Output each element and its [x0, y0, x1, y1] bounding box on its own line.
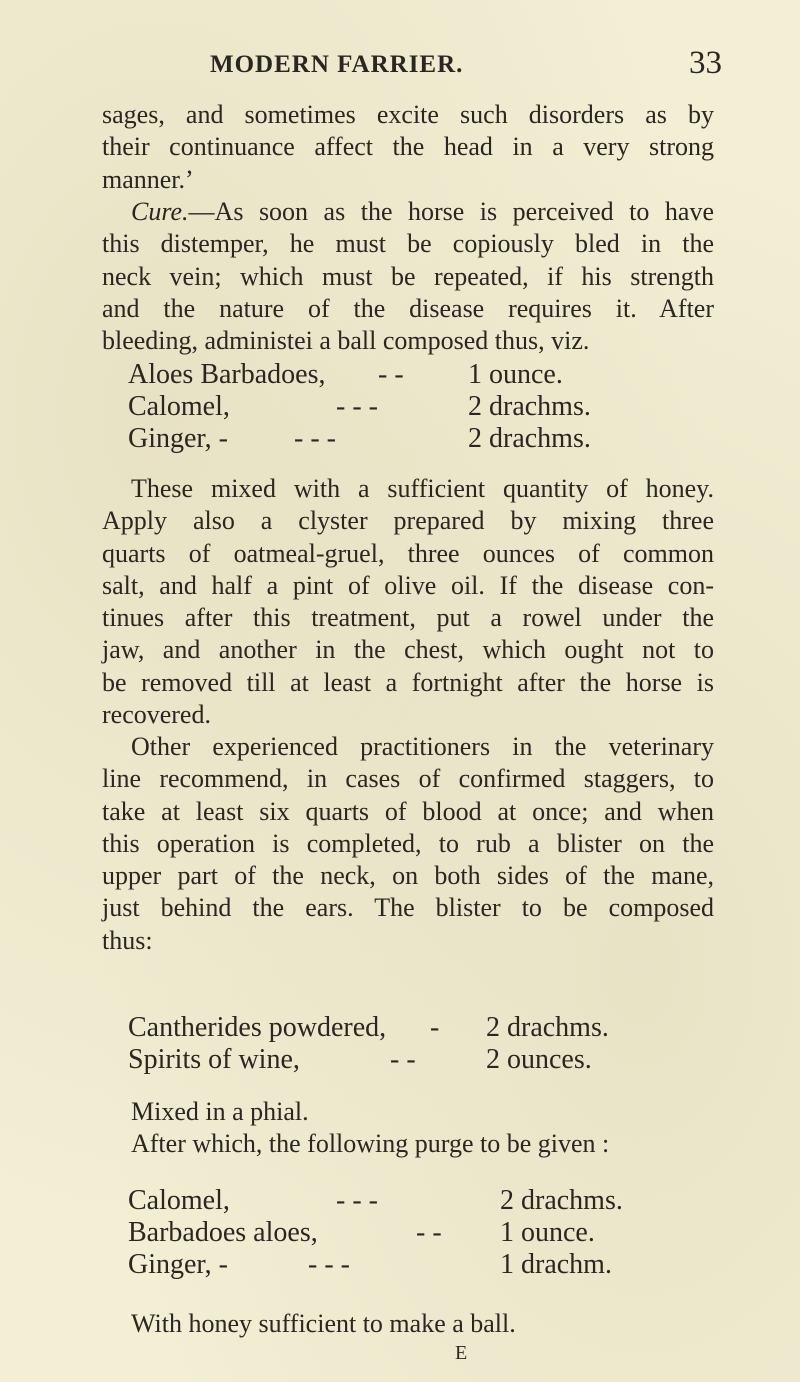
- ingredient: Calomel,: [128, 1185, 230, 1216]
- ingredient: Aloes Barbadoes,: [128, 359, 326, 390]
- text-line: tinues after this treatment, put a rowel under the: [102, 603, 714, 633]
- paragraph-phial: [102, 1096, 714, 1161]
- text-line: salt, and half a pint of olive oil. If the disease con-: [102, 570, 714, 600]
- ingredient: Cantherides powdered,: [128, 1012, 387, 1043]
- text-line: upper part of the neck, on both sides of the mane,: [102, 861, 714, 891]
- signature-mark: E: [455, 1342, 468, 1364]
- text-line: These mixed with a sufficient quantity of honey.: [131, 474, 714, 503]
- text-line: Apply also a clyster prepared by mixing three: [102, 506, 714, 536]
- leader-dashes: - -: [378, 359, 404, 390]
- paragraph-clyster: [102, 473, 714, 731]
- cure-label: Cure.: [131, 197, 189, 226]
- text-line: bleeding, administei a ball composed thus, viz.: [102, 326, 590, 356]
- paragraph-cure: [102, 196, 714, 357]
- ingredient: Calomel,: [128, 391, 230, 422]
- leader-dashes: - - -: [336, 1185, 378, 1216]
- text-line: this operation is completed, to rub a blister on the: [102, 828, 714, 858]
- text-line: jaw, and another in the chest, which ought not to: [102, 635, 714, 665]
- leader-dashes: - - -: [336, 391, 378, 422]
- paragraph-continuation: [102, 99, 714, 196]
- leader-dashes: -: [430, 1012, 440, 1043]
- text-line: take at least six quarts of blood at once; and when: [102, 796, 714, 826]
- text-line: line recommend, in cases of confirmed staggers, to: [102, 764, 714, 794]
- text-line: manner.’: [102, 164, 194, 194]
- text-line: Mixed in a phial.: [131, 1097, 309, 1126]
- paragraph-honey: [102, 1308, 714, 1340]
- leader-dashes: - -: [416, 1217, 442, 1248]
- page-header: [0, 45, 800, 85]
- quantity: 1 ounce.: [500, 1217, 595, 1248]
- quantity: 1 drachm.: [500, 1249, 612, 1280]
- text-line: neck vein; which must be repeated, if his strength: [102, 261, 714, 291]
- leader-dashes: - -: [390, 1044, 416, 1075]
- text-line: Other experienced practitioners in the veterinary: [131, 732, 714, 761]
- text-line: [102, 196, 714, 228]
- running-head: MODERN FARRIER.: [210, 51, 464, 78]
- quantity: 1 ounce.: [468, 359, 563, 390]
- text-line: recovered.: [102, 700, 211, 730]
- leader-dashes: - - -: [294, 423, 336, 454]
- quantity: 2 ounces.: [486, 1044, 592, 1075]
- text-line: be removed till at least a fortnight after the horse is: [102, 667, 714, 697]
- text-line: just behind the ears. The blister to be composed: [102, 893, 714, 923]
- ingredient: Ginger, -: [128, 423, 228, 454]
- text-line: After which, the following purge to be given :: [131, 1129, 610, 1159]
- quantity: 2 drachms.: [468, 391, 591, 422]
- text-line: With honey sufficient to make a ball.: [131, 1309, 516, 1338]
- page-number: 33: [689, 45, 722, 81]
- leader-dashes: - - -: [308, 1249, 350, 1280]
- quantity: 2 drachms.: [500, 1185, 623, 1216]
- text-line: their continuance affect the head in a very strong: [102, 132, 714, 162]
- ingredient: Ginger, -: [128, 1249, 228, 1280]
- text-line: this distemper, he must be copiously bled in the: [102, 229, 714, 259]
- text-line: sages, and sometimes excite such disorders as by: [102, 100, 714, 129]
- text-line: thus:: [102, 925, 153, 955]
- ingredient: Spirits of wine,: [128, 1044, 300, 1075]
- text-line: quarts of oatmeal-gruel, three ounces of common: [102, 538, 714, 568]
- quantity: 2 drachms.: [468, 423, 591, 454]
- paragraph-practitioners: [102, 731, 714, 957]
- quantity: 2 drachms.: [486, 1012, 609, 1043]
- text-line: and the nature of the disease requires it. After: [102, 293, 714, 323]
- text-fragment: —As soon as the horse is perceived to have: [188, 197, 714, 226]
- ingredient: Barbadoes aloes,: [128, 1217, 318, 1248]
